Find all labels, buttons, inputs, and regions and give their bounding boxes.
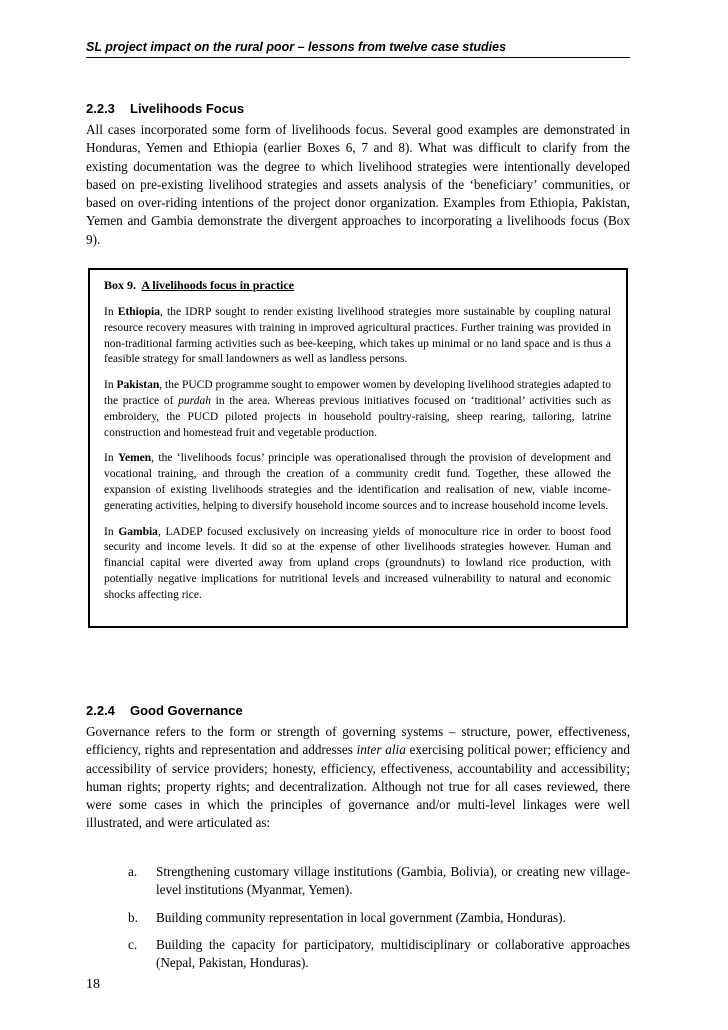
list-item-text: Strengthening customary village institutions (Gambia, Bolivia), or creating new village-level institutions (Myanmar, Yemen).	[156, 864, 630, 898]
box-number: Box 9.	[104, 278, 137, 292]
list-item	[128, 936, 630, 973]
item-lead: In	[104, 525, 119, 538]
country-name: Gambia	[118, 525, 158, 538]
box-item-pakistan	[104, 378, 611, 441]
section-number: 2.2.4	[86, 703, 115, 718]
section-heading-livelihoods-focus	[86, 101, 244, 116]
livelihoods-focus-paragraph: All cases incorporated some form of livelihoods focus. Several good examples are demonstrated in Honduras, Yemen and Ethiopia (earlier Boxes 6, 7 and 8). What was difficult to clarify from the existing documentation was the degree to which livelihood strategies were intentionally developed based on pre-existing livelihood strategies and assets analysis of the ‘beneficiary’ communities, or based on over-riding intentions of the project donor organization. Examples from Ethiopia, Pakistan, Yemen and Gambia demonstrate the divergent approaches to incorporating a livelihoods focus (Box 9).	[86, 122, 630, 247]
list-item	[128, 909, 630, 927]
section-number: 2.2.3	[86, 101, 115, 116]
item-lead: In	[104, 379, 117, 392]
list-marker: a.	[128, 864, 138, 879]
list-marker: c.	[128, 936, 138, 952]
governance-principles-list	[128, 863, 630, 981]
good-governance-paragraph	[86, 723, 630, 833]
item-lead: In	[104, 452, 118, 465]
box-9-content	[104, 278, 611, 614]
item-lead: In	[104, 306, 118, 318]
italic-term: purdah	[178, 394, 211, 407]
italic-term: inter alia	[356, 742, 406, 758]
para-text: Governance refers to the form or strength of governing systems – structure, power, effectiveness, efficiency, rights and representation and addresses	[86, 724, 630, 758]
running-header: SL project impact on the rural poor – lessons from twelve case studies	[86, 40, 630, 58]
section-heading-good-governance	[86, 703, 243, 718]
item-text: , LADEP focused exclusively on increasing yields of monoculture rice in order to boost food security and income levels. It did so at the expense of other livelihoods strategies however. Human and financial capital were diverted away from upland crops (groundnuts) to lowland rice production, with potentially negative implications for nutritional levels and increased vulnerability to natural and economic shocks affecting rice.	[104, 525, 611, 601]
country-name: Ethiopia	[117, 306, 160, 318]
section-title: Livelihoods Focus	[130, 101, 245, 116]
box-title-label: A livelihoods focus in practice	[141, 278, 295, 292]
box-item-gambia	[104, 525, 611, 604]
box-item-yemen	[104, 451, 611, 514]
item-text: in the area. Whereas previous initiatives focused on ‘traditional’ activities such as embroidery, the PUCD piloted projects in household poultry-raising, sheep rearing, tailoring, latrine construction and homestead fruit and vegetable production.	[104, 394, 611, 439]
list-marker: b.	[128, 909, 138, 925]
country-name: Yemen	[117, 452, 152, 465]
list-item	[128, 863, 630, 900]
box-item-ethiopia	[104, 305, 611, 368]
para-text: exercising political power; efficiency and accessibility of service providers; honesty, efficiency, effectiveness, accountability and accessibility; human rights; property rights; and decentralization. Although not true for all cases reviewed, there were some cases in which the principles of governance and/or multi-level linkages were well illustrated, and were articulated as:	[86, 742, 630, 831]
page-number: 18	[86, 977, 100, 992]
box-9	[88, 268, 628, 628]
section-title: Good Governance	[130, 703, 243, 718]
box-9-title	[104, 278, 611, 293]
item-text: , the ‘livelihoods focus’ principle was operationalised through the provision of development and vocational training, and through the creation of a community credit fund. Together, these allowed the expansion of existing livelihoods strategies and the identification and realisation of new, viable income-generating activities, helping to diversify household income sources and to increase household income levels.	[104, 452, 611, 512]
list-item-text: Building the capacity for participatory, multidisciplinary or collaborative approaches (Nepal, Pakistan, Honduras).	[156, 936, 630, 971]
item-text: , the IDRP sought to render existing livelihood strategies more sustainable by coupling natural resource recovery measures with training in improved agricultural practices. Further training was provided in non-traditional farming activities such as bee-keeping, which takes up minimal or no land space and is thus a feasible strategy for small landowners as well as landless persons.	[104, 306, 611, 366]
list-item-text: Building community representation in local government (Zambia, Honduras).	[156, 909, 566, 925]
item-text: , the PUCD programme sought to empower women by developing livelihood strategies adapted to the practice of	[104, 379, 611, 407]
country-name: Pakistan	[116, 379, 160, 392]
